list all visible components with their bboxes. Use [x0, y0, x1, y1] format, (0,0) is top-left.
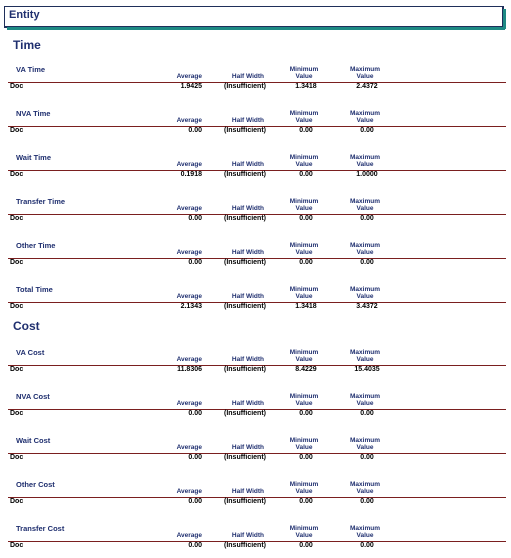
average-value: 11.8306 [177, 366, 202, 373]
stat-label: NVA Time [16, 109, 51, 118]
row-entity-name: Doc [10, 171, 24, 178]
column-header-minimum: Minimum Value [289, 286, 319, 300]
column-header-half-width: Half Width [231, 532, 264, 539]
row-entity-name: Doc [10, 259, 24, 266]
column-header-average: Average [176, 444, 202, 451]
column-header-half-width: Half Width [231, 205, 264, 212]
column-header-average: Average [176, 161, 202, 168]
half-width-value: (Insufficient) [224, 83, 266, 90]
stat-label: Total Time [16, 285, 53, 294]
stat-block-wait-time [0, 153, 511, 193]
row-entity-name: Doc [10, 366, 24, 373]
stat-block-wait-cost [0, 436, 511, 476]
maximum-value: 0.00 [360, 542, 374, 549]
stat-block-nva-cost [0, 392, 511, 432]
column-header-maximum: Maximum Value [350, 437, 380, 451]
table-row [0, 259, 511, 268]
row-entity-name: Doc [10, 454, 24, 461]
column-header-half-width: Half Width [231, 73, 264, 80]
section-title-cost: Cost [13, 319, 40, 333]
average-value: 0.00 [188, 215, 202, 222]
column-header-half-width: Half Width [231, 400, 264, 407]
minimum-value: 0.00 [299, 410, 313, 417]
table-row [0, 454, 511, 463]
maximum-value: 0.00 [360, 410, 374, 417]
column-header-average: Average [176, 400, 202, 407]
table-row [0, 542, 511, 551]
column-header-minimum: Minimum Value [289, 66, 319, 80]
column-header-minimum: Minimum Value [289, 110, 319, 124]
half-width-value: (Insufficient) [224, 215, 266, 222]
average-value: 0.00 [188, 259, 202, 266]
column-header-minimum: Minimum Value [289, 437, 319, 451]
column-header-average: Average [176, 488, 202, 495]
column-header-minimum: Minimum Value [289, 481, 319, 495]
minimum-value: 0.00 [299, 171, 313, 178]
maximum-value: 0.00 [360, 127, 374, 134]
stat-block-va-time [0, 65, 511, 105]
half-width-value: (Insufficient) [224, 454, 266, 461]
column-header-average: Average [176, 249, 202, 256]
stat-label: Wait Time [16, 153, 52, 162]
stat-label: Other Time [16, 241, 56, 250]
minimum-value: 8.4229 [295, 366, 317, 373]
column-header-half-width: Half Width [231, 249, 264, 256]
half-width-value: (Insufficient) [224, 259, 266, 266]
column-header-minimum: Minimum Value [289, 525, 319, 539]
column-header-half-width: Half Width [231, 356, 264, 363]
table-row [0, 410, 511, 419]
row-entity-name: Doc [10, 303, 24, 310]
stat-block-va-cost [0, 348, 511, 388]
stat-block-other-time [0, 241, 511, 281]
column-header-half-width: Half Width [231, 161, 264, 168]
column-header-maximum: Maximum Value [350, 286, 380, 300]
row-entity-name: Doc [10, 215, 24, 222]
report-header [4, 6, 504, 28]
stat-label: Other Cost [16, 480, 55, 489]
column-header-minimum: Minimum Value [289, 349, 319, 363]
minimum-value: 0.00 [299, 259, 313, 266]
average-value: 2.1343 [180, 303, 202, 310]
maximum-value: 15.4035 [354, 366, 380, 373]
column-header-average: Average [176, 293, 202, 300]
stat-block-other-cost [0, 480, 511, 520]
section-title-time: Time [13, 38, 41, 52]
stat-label: Transfer Cost [16, 524, 65, 533]
column-header-maximum: Maximum Value [350, 66, 380, 80]
column-header-minimum: Minimum Value [289, 198, 319, 212]
average-value: 0.00 [188, 410, 202, 417]
stat-label: VA Cost [16, 348, 45, 357]
table-row [0, 171, 511, 180]
stat-label: Transfer Time [16, 197, 66, 206]
half-width-value: (Insufficient) [224, 498, 266, 505]
column-header-average: Average [176, 205, 202, 212]
report-title: Entity [9, 9, 40, 21]
header-shadow-right [503, 9, 506, 29]
table-row [0, 215, 511, 224]
column-header-half-width: Half Width [231, 293, 264, 300]
row-entity-name: Doc [10, 498, 24, 505]
average-value: 0.00 [188, 127, 202, 134]
maximum-value: 1.0000 [356, 171, 378, 178]
table-row [0, 83, 511, 92]
column-header-maximum: Maximum Value [350, 242, 380, 256]
half-width-value: (Insufficient) [224, 303, 266, 310]
minimum-value: 0.00 [299, 127, 313, 134]
row-entity-name: Doc [10, 127, 24, 134]
minimum-value: 0.00 [299, 454, 313, 461]
minimum-value: 1.3418 [295, 303, 317, 310]
column-header-minimum: Minimum Value [289, 393, 319, 407]
minimum-value: 0.00 [299, 542, 313, 549]
column-header-average: Average [176, 73, 202, 80]
row-entity-name: Doc [10, 83, 24, 90]
column-header-maximum: Maximum Value [350, 110, 380, 124]
minimum-value: 1.3418 [295, 83, 317, 90]
column-header-average: Average [176, 356, 202, 363]
row-entity-name: Doc [10, 542, 24, 549]
maximum-value: 0.00 [360, 454, 374, 461]
average-value: 0.00 [188, 542, 202, 549]
stat-block-transfer-cost [0, 524, 511, 558]
maximum-value: 0.00 [360, 259, 374, 266]
average-value: 0.1918 [180, 171, 202, 178]
column-header-average: Average [176, 532, 202, 539]
maximum-value: 2.4372 [356, 83, 378, 90]
column-header-maximum: Maximum Value [350, 481, 380, 495]
maximum-value: 0.00 [360, 215, 374, 222]
column-header-maximum: Maximum Value [350, 525, 380, 539]
maximum-value: 0.00 [360, 498, 374, 505]
average-value: 1.9425 [180, 83, 202, 90]
stat-label: Wait Cost [16, 436, 51, 445]
stat-block-total-time [0, 285, 511, 325]
stat-block-nva-time [0, 109, 511, 149]
column-header-half-width: Half Width [231, 444, 264, 451]
minimum-value: 0.00 [299, 498, 313, 505]
maximum-value: 3.4372 [356, 303, 378, 310]
header-shadow-bottom [7, 27, 505, 30]
half-width-value: (Insufficient) [224, 366, 266, 373]
half-width-value: (Insufficient) [224, 127, 266, 134]
stat-block-transfer-time [0, 197, 511, 237]
table-row [0, 303, 511, 312]
column-header-minimum: Minimum Value [289, 242, 319, 256]
half-width-value: (Insufficient) [224, 542, 266, 549]
row-entity-name: Doc [10, 410, 24, 417]
column-header-maximum: Maximum Value [350, 198, 380, 212]
stat-label: NVA Cost [16, 392, 50, 401]
column-header-maximum: Maximum Value [350, 349, 380, 363]
half-width-value: (Insufficient) [224, 410, 266, 417]
column-header-minimum: Minimum Value [289, 154, 319, 168]
column-header-maximum: Maximum Value [350, 154, 380, 168]
table-row [0, 498, 511, 507]
column-header-maximum: Maximum Value [350, 393, 380, 407]
table-row [0, 127, 511, 136]
column-header-half-width: Half Width [231, 117, 264, 124]
half-width-value: (Insufficient) [224, 171, 266, 178]
table-row [0, 366, 511, 375]
minimum-value: 0.00 [299, 215, 313, 222]
column-header-average: Average [176, 117, 202, 124]
column-header-half-width: Half Width [231, 488, 264, 495]
average-value: 0.00 [188, 498, 202, 505]
stat-label: VA Time [16, 65, 46, 74]
average-value: 0.00 [188, 454, 202, 461]
